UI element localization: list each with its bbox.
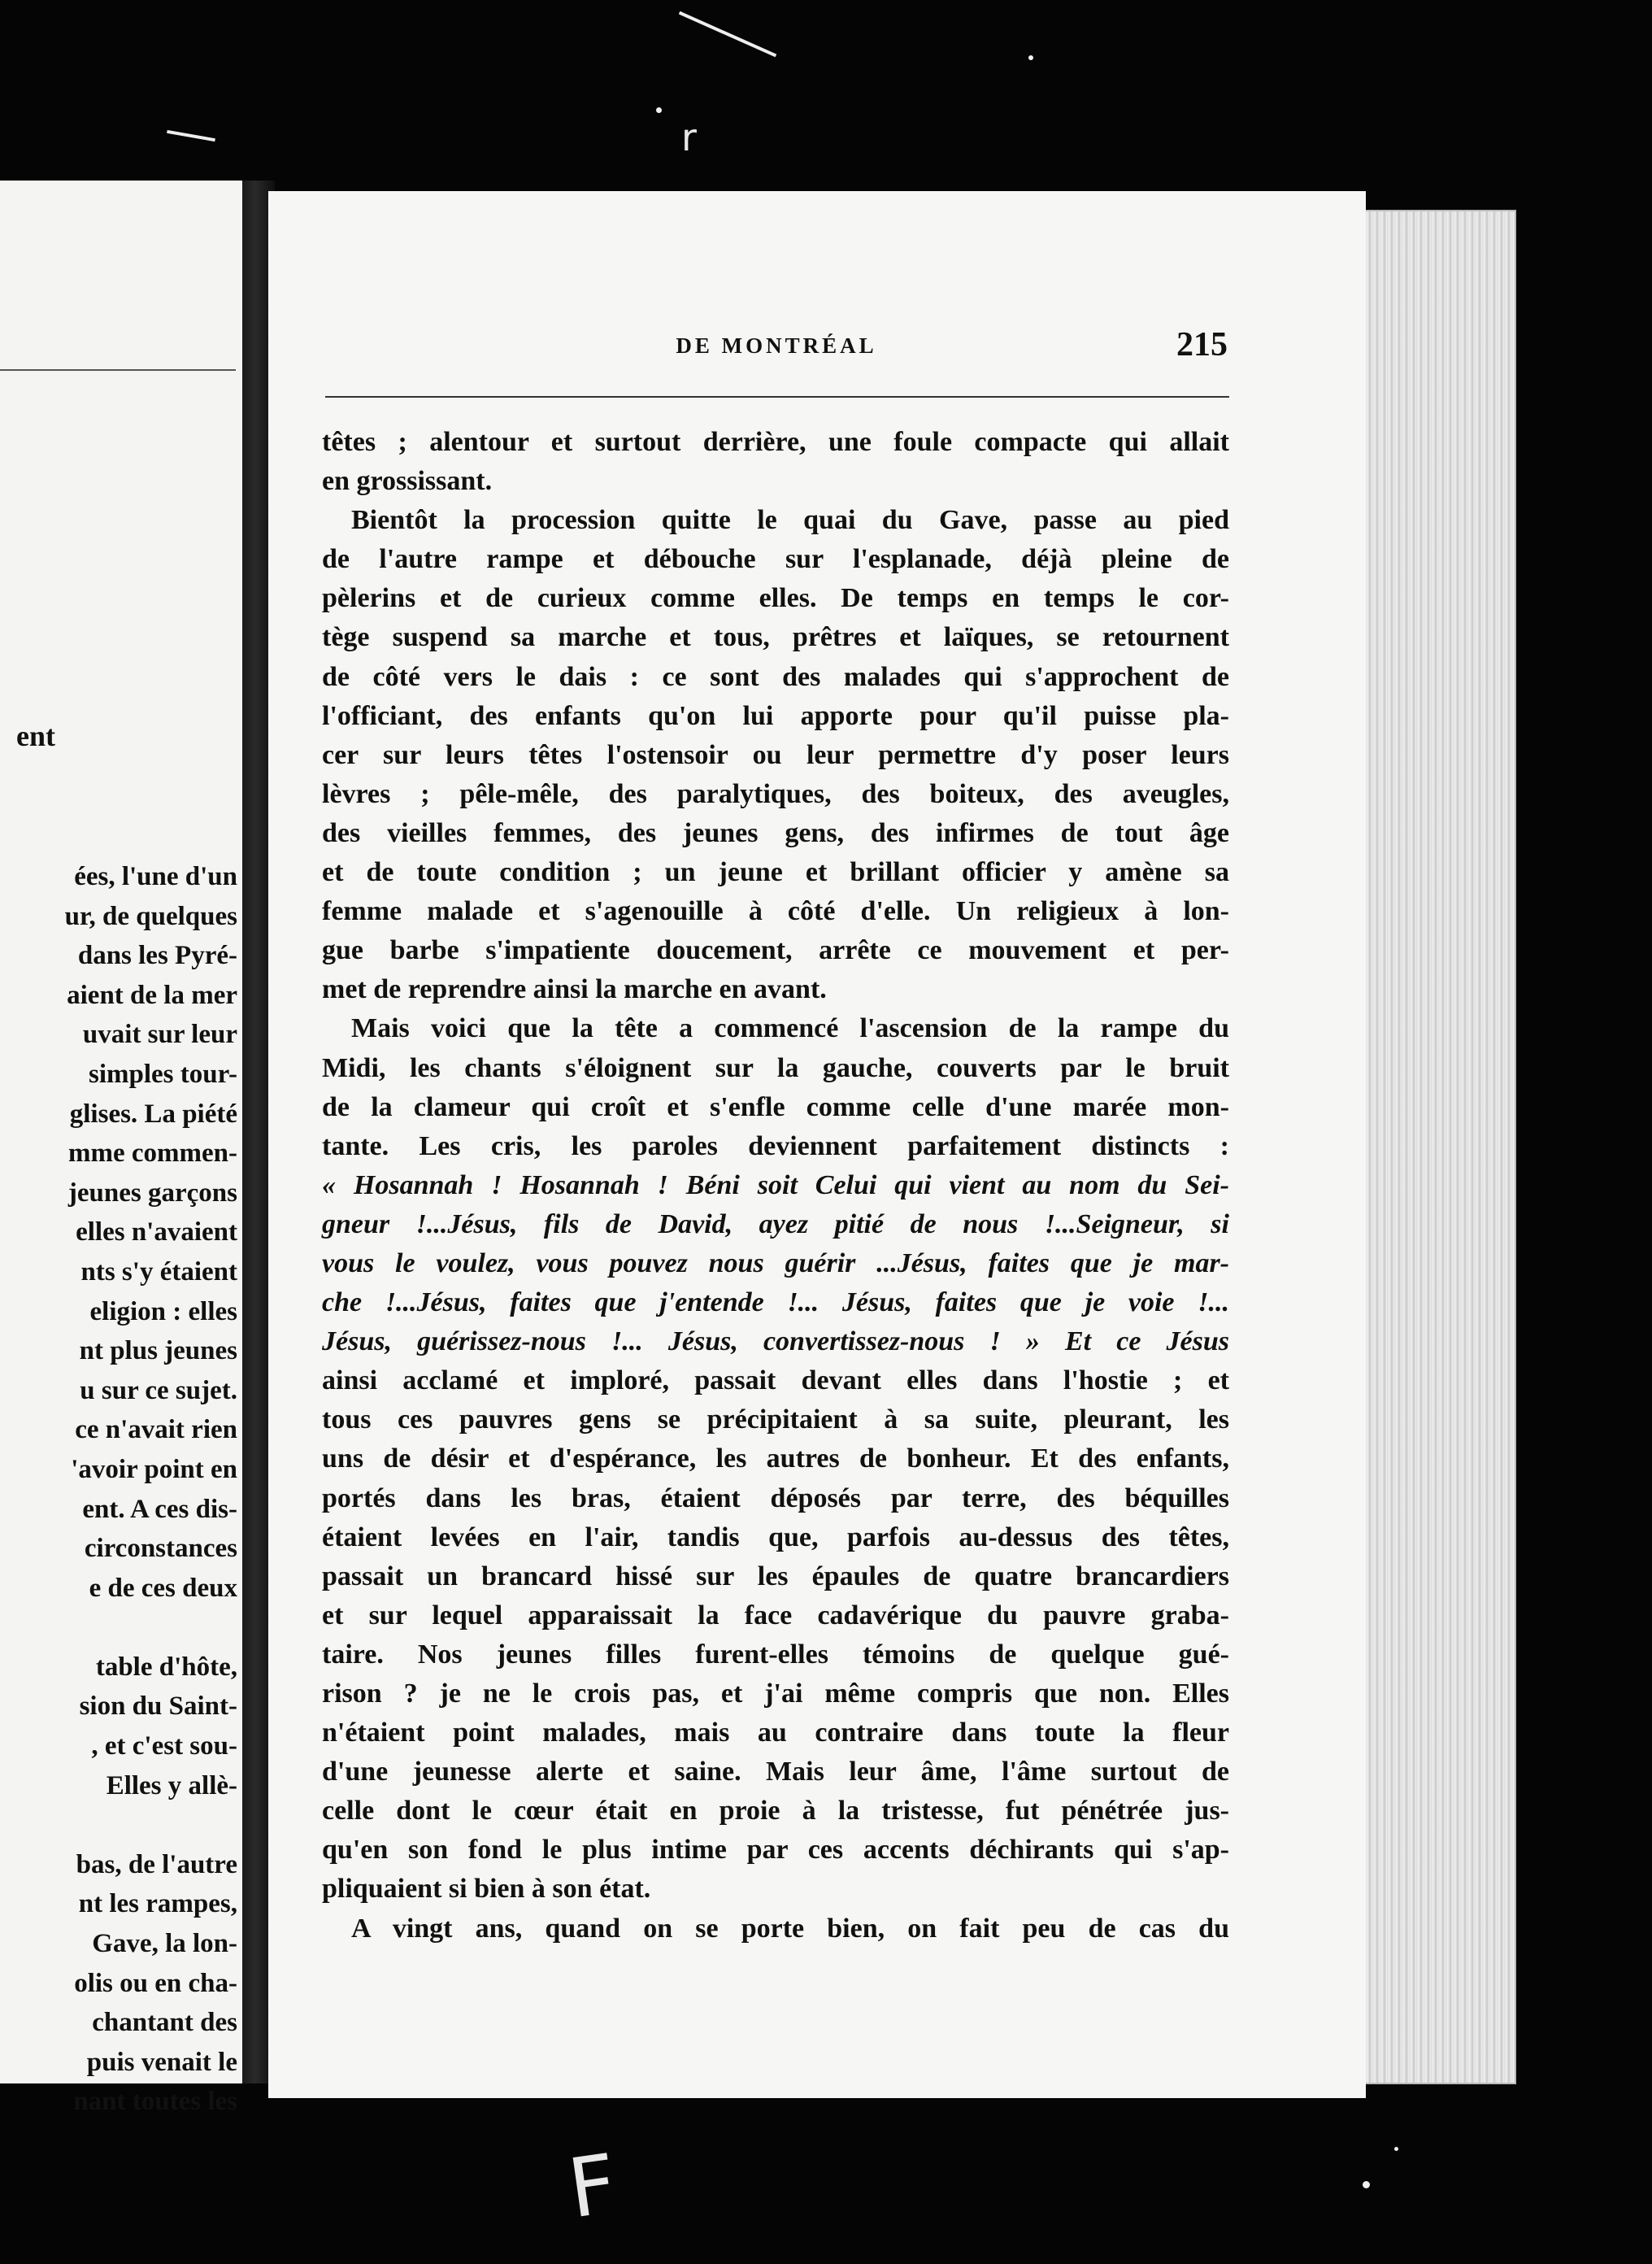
- left-text-line: ce n'avait rien: [75, 1415, 237, 1445]
- left-text-line: ées, l'une d'un: [74, 862, 237, 891]
- body-text-line: « Hosannah ! Hosannah ! Béni soit Celui qui vient au nom du Sei-: [322, 1169, 1229, 1200]
- left-text-line: bas, de l'autre: [76, 1849, 237, 1879]
- body-text-line: en grossissant.: [322, 466, 493, 497]
- body-text-line: de la clameur qui croît et s'enfle comme celle d'une marée mon-: [322, 1091, 1229, 1122]
- body-text-line: des vieilles femmes, des jeunes gens, des infirmes de tout âge: [322, 817, 1229, 848]
- left-page-text: [0, 857, 237, 2122]
- body-text-line: de côté vers le dais : ce sont des malades qui s'approchent de: [322, 661, 1229, 692]
- scan-artifact: [1394, 2147, 1398, 2151]
- body-text-line: pèlerins et de curieux comme elles. De temps en temps le cor-: [322, 583, 1229, 614]
- body-text-line: et de toute condition ; un jeune et brillant officier y amène sa: [322, 857, 1229, 888]
- left-text-line: mme commen-: [68, 1139, 237, 1169]
- body-text-line: rison ? je ne le crois pas, et j'ai même compris que non. Elles: [322, 1678, 1229, 1709]
- body-text-line: A vingt ans, quand on se porte bien, on fait peu de cas du: [351, 1913, 1229, 1944]
- scan-artifact: [656, 107, 662, 113]
- body-text-line: d'une jeunesse alerte et saine. Mais leur âme, l'âme surtout de: [322, 1757, 1229, 1787]
- body-text: [322, 423, 1229, 1948]
- body-text-line: Jésus, guérissez-nous !... Jésus, convertissez-nous ! » Et ce Jésus: [322, 1326, 1229, 1357]
- left-header-rule: [0, 369, 236, 371]
- scan-artifact: [1028, 55, 1033, 60]
- body-text-line: n'étaient point malades, mais au contraire dans toute la fleur: [322, 1718, 1229, 1748]
- body-text-line: taire. Nos jeunes filles furent-elles témoins de quelque gué-: [322, 1639, 1229, 1670]
- scan-artifact: [167, 130, 215, 142]
- scan-artifact: [1363, 2181, 1370, 2188]
- body-text-line: Midi, les chants s'éloignent sur la gauche, couverts par le bruit: [322, 1052, 1229, 1083]
- body-text-line: celle dont le cœur était en proie à la tristesse, fut pénétrée jus-: [322, 1796, 1229, 1826]
- left-text-line: puis venait le: [86, 2047, 237, 2077]
- body-text-line: Bientôt la procession quitte le quai du Gave, passe au pied: [351, 505, 1229, 536]
- body-text-line: portés dans les bras, étaient déposés par terre, des béquilles: [322, 1482, 1229, 1513]
- left-text-line: ur, de quelques: [64, 901, 237, 931]
- left-text-line: e de ces deux: [89, 1573, 237, 1603]
- left-text-line: [0, 1608, 237, 1648]
- body-text-line: gue barbe s'impatiente doucement, arrête ce mouvement et per-: [322, 935, 1229, 966]
- left-section-heading: ent: [16, 720, 55, 752]
- left-text-line: nant toutes les: [73, 2087, 237, 2117]
- scan-artifact: r: [681, 115, 697, 159]
- body-text-line: met de reprendre ainsi la marche en avant.: [322, 974, 827, 1005]
- body-text-line: cer sur leurs têtes l'ostensoir ou leur permettre d'y poser leurs: [322, 739, 1229, 770]
- left-text-line: glises. La piété: [69, 1099, 237, 1129]
- body-text-line: l'officiant, des enfants qu'on lui apporte pour qu'il puisse pla-: [322, 700, 1229, 731]
- left-text-line: chantant des: [92, 2008, 237, 2038]
- body-text-line: tège suspend sa marche et tous, prêtres et laïques, se retournent: [322, 622, 1229, 653]
- left-text-line: circonstances: [84, 1534, 237, 1564]
- body-text-line: têtes ; alentour et surtout derrière, une foule compacte qui allait: [322, 427, 1229, 457]
- left-text-line: elles n'avaient: [76, 1217, 237, 1247]
- header-rule: [325, 396, 1229, 398]
- body-text-line: femme malade et s'agenouille à côté d'elle. Un religieux à lon-: [322, 896, 1229, 927]
- page-block-edge: [1358, 210, 1516, 2084]
- left-text-line: sion du Saint-: [79, 1691, 237, 1722]
- left-text-line: simples tour-: [88, 1059, 237, 1089]
- left-text-line: table d'hôte,: [95, 1652, 237, 1682]
- body-text-line: che !...Jésus, faites que j'entende !... Jésus, faites que je voie !...: [322, 1287, 1229, 1318]
- left-page: [0, 181, 247, 2117]
- body-text-line: qu'en son fond le plus intime par ces accents déchirants qui s'ap-: [322, 1835, 1229, 1866]
- body-text-line: ainsi acclamé et imploré, passait devant elles dans l'hostie ; et: [322, 1365, 1229, 1396]
- left-text-line: Elles y allè-: [106, 1770, 237, 1800]
- left-text-line: nt plus jeunes: [79, 1336, 237, 1366]
- left-text-line: olis ou en cha-: [74, 1968, 237, 1998]
- left-text-line: dans les Pyré-: [77, 941, 237, 971]
- left-text-line: , et c'est sou-: [91, 1731, 237, 1761]
- left-text-line: aient de la mer: [67, 980, 237, 1010]
- left-text-line: Gave, la lon-: [92, 1929, 237, 1959]
- body-text-line: lèvres ; pêle-mêle, des paralytiques, des boiteux, des aveugles,: [322, 778, 1229, 809]
- running-header: [325, 325, 1228, 377]
- running-title: DE MONTRÉAL: [676, 333, 877, 358]
- body-text-line: de l'autre rampe et débouche sur l'esplanade, déjà pleine de: [322, 544, 1229, 575]
- left-text-line: nt les rampes,: [78, 1889, 237, 1919]
- body-text-line: gneur !...Jésus, fils de David, ayez pitié de nous !...Seigneur, si: [322, 1208, 1229, 1239]
- body-text-line: tous ces pauvres gens se précipitaient à sa suite, pleurant, les: [322, 1404, 1229, 1435]
- left-text-line: 'avoir point en: [71, 1454, 237, 1484]
- left-text-line: jeunes garçons: [67, 1178, 237, 1208]
- left-text-line: nts s'y étaient: [80, 1256, 237, 1287]
- left-text-line: u sur ce sujet.: [80, 1375, 237, 1405]
- scan-artifact: [679, 11, 776, 58]
- body-text-line: pliquaient si bien à son état.: [322, 1874, 651, 1905]
- left-text-line: eligion : elles: [89, 1296, 237, 1326]
- left-text-line: [0, 1805, 237, 1845]
- body-text-line: passait un brancard hissé sur les épaules de quatre brancardiers: [322, 1561, 1229, 1591]
- body-text-line: vous le voulez, vous pouvez nous guérir ...Jésus, faites que je mar-: [322, 1247, 1229, 1278]
- body-text-line: Mais voici que la tête a commencé l'ascension de la rampe du: [351, 1013, 1229, 1044]
- body-text-line: et sur lequel apparaissait la face cadavérique du pauvre graba-: [322, 1600, 1229, 1631]
- left-text-line: uvait sur leur: [82, 1020, 237, 1050]
- body-text-line: uns de désir et d'espérance, les autres de bonheur. Et des enfants,: [322, 1443, 1229, 1474]
- left-text-line: ent. A ces dis-: [82, 1494, 237, 1524]
- body-text-line: étaient levées en l'air, tandis que, parfois au-dessus des têtes,: [322, 1522, 1229, 1552]
- body-text-line: tante. Les cris, les paroles deviennent parfaitement distincts :: [322, 1130, 1229, 1161]
- page-number: 215: [1176, 326, 1228, 364]
- scan-artifact: F: [563, 2136, 623, 2237]
